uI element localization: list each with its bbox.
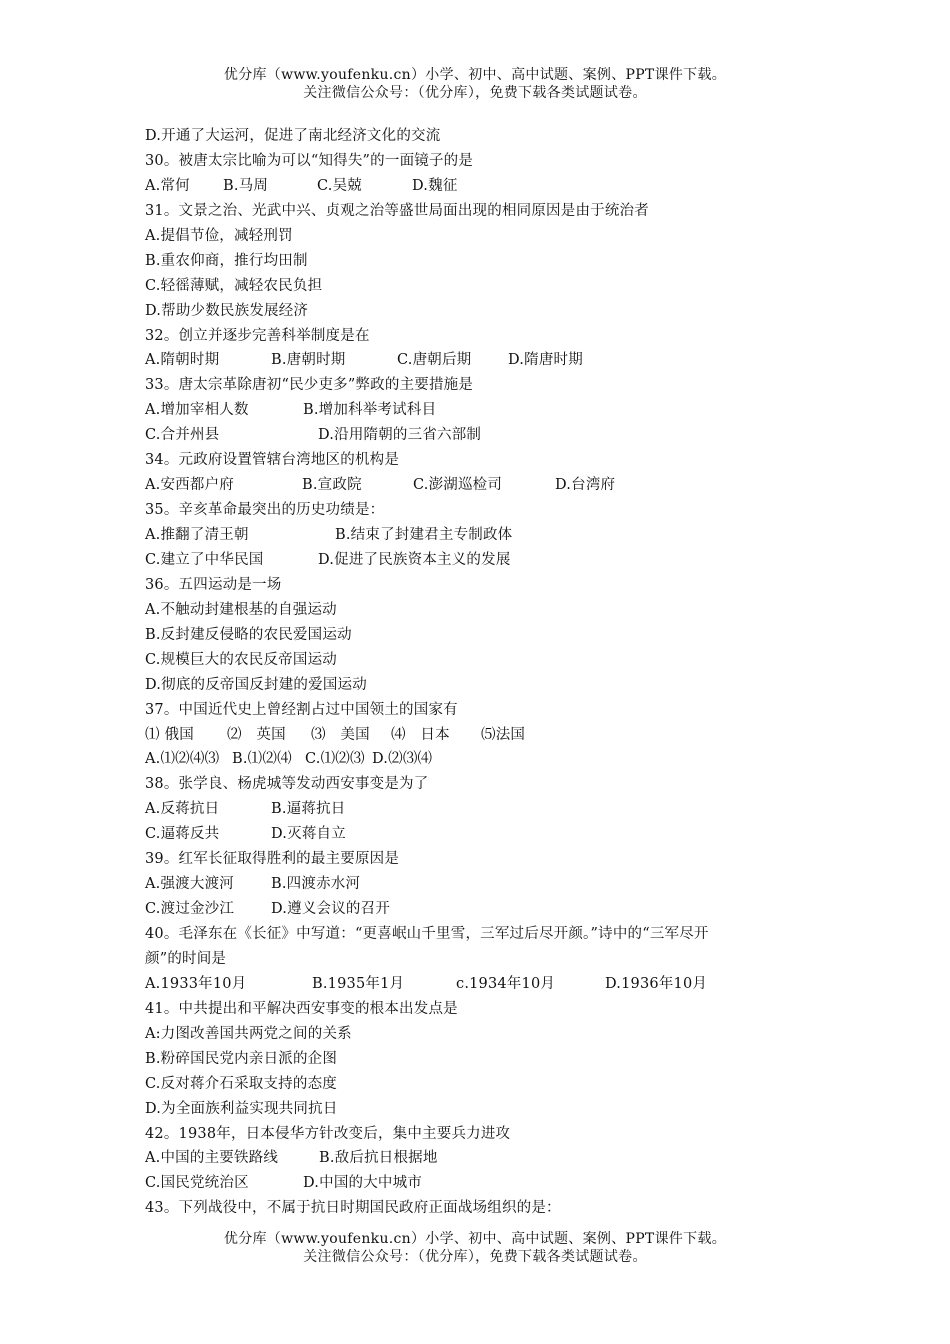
option: C.澎湖巡检司 <box>413 477 503 494</box>
country-item: ⑴ 俄国 <box>145 726 194 743</box>
option: A.反蒋抗日 <box>145 801 220 818</box>
option: D.遵义会议的召开 <box>271 901 391 918</box>
option: C.规模巨大的农民反帝国运动 <box>145 651 337 668</box>
options-row-37 <box>145 747 825 772</box>
page-header <box>0 66 950 102</box>
header-line-1: 优分库（www.youfenku.cn）小学、初中、高中试题、案例、PPT课件下载。 <box>223 67 727 83</box>
options-row-39b <box>145 897 825 922</box>
question-stem-39: 39。红军长征取得胜利的最主要原因是 <box>145 851 400 868</box>
option: C.国民党统治区 <box>145 1175 249 1192</box>
option: D.彻底的反帝国反封建的爱国运动 <box>145 676 367 693</box>
options-row-40 <box>145 972 825 997</box>
option: B.重农仰商，推行均田制 <box>145 252 308 269</box>
options-row-38b <box>145 822 825 847</box>
option: C.吴兢 <box>317 177 362 194</box>
option: D.灭蒋自立 <box>271 826 346 843</box>
question-stem-37: 37。中国近代史上曾经割占过中国领土的国家有 <box>145 701 458 718</box>
option: C.轻徭薄赋，减轻农民负担 <box>145 277 323 294</box>
question-stem-33: 33。唐太宗革除唐初“民少吏多”弊政的主要措施是 <box>145 377 474 394</box>
option: c.1934年10月 <box>456 975 556 992</box>
options-row-33b <box>145 423 825 448</box>
options-row-38a <box>145 797 825 822</box>
question-stem-30: 30。被唐太宗比喻为可以“知得失”的一面镜子的是 <box>145 152 474 169</box>
option: A.1933年10月 <box>145 975 247 992</box>
option: C.反对蒋介石采取支持的态度 <box>145 1075 337 1092</box>
option: B.反封建反侵略的农民爱国运动 <box>145 626 352 643</box>
options-row-34 <box>145 473 825 498</box>
option: B.马周 <box>223 177 269 194</box>
country-item: ⑸法国 <box>481 726 526 743</box>
option: D.隋唐时期 <box>508 352 583 369</box>
options-row-33a <box>145 398 825 423</box>
option: C.合并州县 <box>145 427 220 444</box>
question-stem-34: 34。元政府设置管辖台湾地区的机构是 <box>145 452 400 469</box>
option: C.建立了中华民国 <box>145 551 264 568</box>
countries-row-37 <box>145 723 825 748</box>
option: C.⑴⑵⑶ <box>305 751 365 768</box>
option: B.唐朝时期 <box>271 352 346 369</box>
option: B.增加科举考试科目 <box>303 402 437 419</box>
country-item: ⑵ 英国 <box>227 726 286 743</box>
option: C.唐朝后期 <box>397 352 472 369</box>
options-row-35a <box>145 523 825 548</box>
question-stem-38: 38。张学良、杨虎城等发动西安事变是为了 <box>145 776 429 793</box>
option: B.宣政院 <box>302 477 362 494</box>
option: D.为全面族利益实现共同抗日 <box>145 1100 338 1117</box>
options-row-42a <box>145 1146 825 1171</box>
option: D.魏征 <box>412 177 458 194</box>
question-stem-40-cont: 颜”的时间是 <box>145 950 227 967</box>
option: A.不触动封建根基的自强运动 <box>145 601 337 618</box>
option: C.逼蒋反共 <box>145 826 220 843</box>
options-row-35b <box>145 548 825 573</box>
option: A.推翻了清王朝 <box>145 527 249 543</box>
question-stem-43: 43。下列战役中，不属于抗日时期国民政府正面战场组织的是： <box>145 1200 561 1217</box>
question-stem-36: 36。五四运动是一场 <box>145 576 282 593</box>
page-footer <box>0 1230 950 1266</box>
footer-line-2: 关注微信公众号：（优分库），免费下载各类试题试卷。 <box>303 1249 647 1265</box>
option: D.促进了民族资本主义的发展 <box>318 551 511 568</box>
option: B.1935年1月 <box>312 975 405 992</box>
option: D.帮助少数民族发展经济 <box>145 302 309 319</box>
question-stem-32: 32。创立并逐步完善科举制度是在 <box>145 327 370 344</box>
question-content <box>145 124 825 1221</box>
option: A.常何 <box>145 177 190 194</box>
option: B.粉碎国民党内亲日派的企图 <box>145 1050 338 1067</box>
question-stem-40: 40。毛泽东在《长征》中写道：“更喜岷山千里雪，三军过后尽开颜。”诗中的“三军尽开 <box>145 926 709 942</box>
option: A.⑴⑵⑷⑶ <box>145 751 220 768</box>
question-stem-31: 31。文景之治、光武中兴、贞观之治等盛世局面出现的相同原因是由于统治者 <box>145 202 649 219</box>
option: B.四渡赤水河 <box>271 876 361 893</box>
country-item: ⑷ 日本 <box>391 726 450 743</box>
option: D.台湾府 <box>555 477 616 494</box>
option: A.安西都户府 <box>145 477 234 494</box>
option: B.结束了封建君主专制政体 <box>335 527 513 543</box>
option: A.中国的主要铁路线 <box>145 1150 279 1167</box>
option: D.中国的大中城市 <box>303 1175 423 1192</box>
option: A.隋朝时期 <box>145 352 220 369</box>
option: A.提倡节俭，减轻刑罚 <box>145 227 293 244</box>
options-row-39a <box>145 872 825 897</box>
option: B.逼蒋抗日 <box>271 801 346 818</box>
footer-line-1: 优分库（www.youfenku.cn）小学、初中、高中试题、案例、PPT课件下载。 <box>223 1231 727 1247</box>
option: B.敌后抗日根据地 <box>319 1150 438 1167</box>
question-stem-41: 41。中共提出和平解决西安事变的根本出发点是 <box>145 1000 458 1017</box>
option: B.⑴⑵⑷ <box>232 751 292 768</box>
options-row-30 <box>145 174 825 199</box>
options-row-42b <box>145 1171 825 1196</box>
options-row-32 <box>145 348 825 373</box>
question-stem-35: 35。辛亥革命最突出的历史功绩是： <box>145 502 385 519</box>
question-stem-42: 42。1938年，日本侵华方针改变后，集中主要兵力进攻 <box>145 1125 511 1142</box>
option: A.增加宰相人数 <box>145 402 249 419</box>
option: C.渡过金沙江 <box>145 901 235 918</box>
option: D.1936年10月 <box>605 975 708 992</box>
option: A:力图改善国共两党之间的关系 <box>145 1025 352 1042</box>
option: A.强渡大渡河 <box>145 876 234 893</box>
country-item: ⑶ 美国 <box>311 726 370 743</box>
text-line: D.开通了大运河，促进了南北经济文化的交流 <box>145 128 441 144</box>
option: D.沿用隋朝的三省六部制 <box>318 427 482 444</box>
option: D.⑵⑶⑷ <box>372 751 433 768</box>
header-line-2: 关注微信公众号：（优分库），免费下载各类试题试卷。 <box>303 85 647 101</box>
